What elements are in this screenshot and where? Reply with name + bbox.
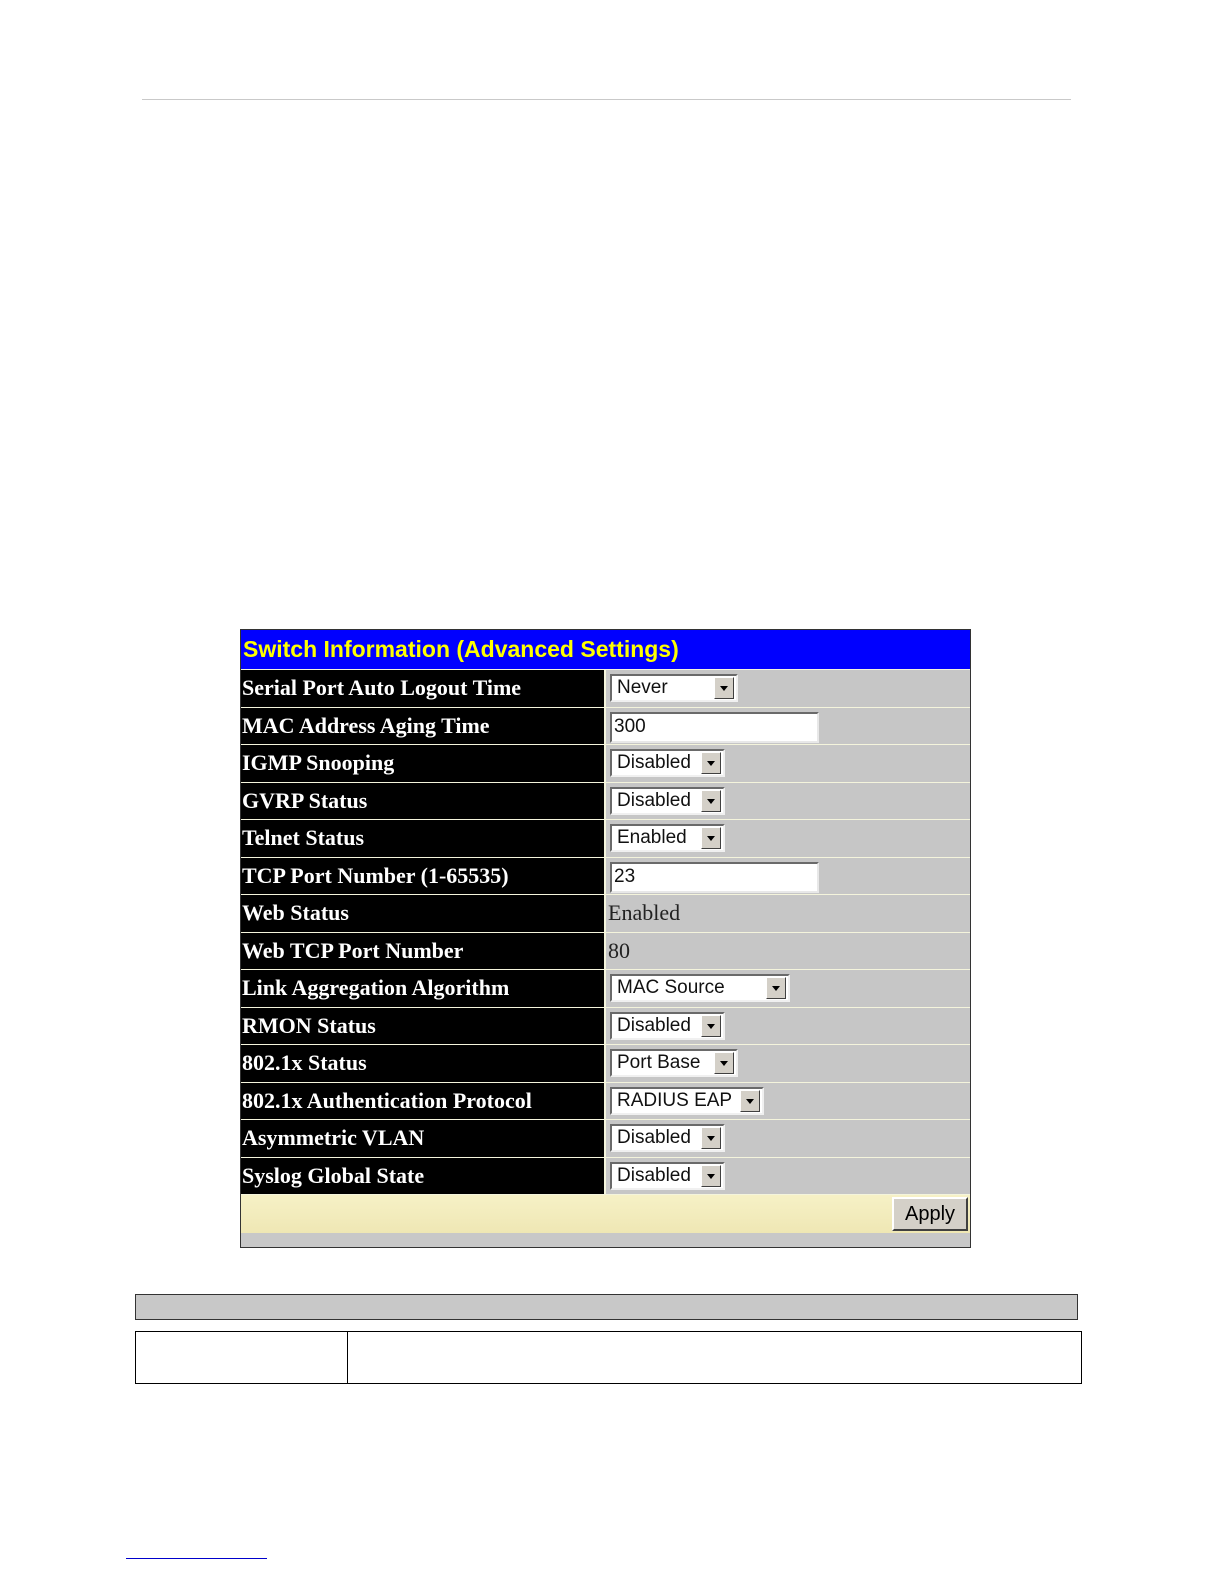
setting-label: TCP Port Number (1-65535) [241,858,605,895]
setting-label: RMON Status [241,1008,605,1045]
setting-row-syslog-global-state [241,1157,970,1195]
select-value: Disabled [617,1164,691,1186]
setting-value-cell [604,895,970,932]
setting-value-cell [604,970,970,1007]
setting-label: Syslog Global State [241,1158,605,1195]
chevron-down-icon[interactable] [701,1127,721,1149]
setting-label: IGMP Snooping [241,745,605,782]
setting-label: Link Aggregation Algorithm [241,970,605,1007]
setting-value-cell [604,783,970,820]
setting-value-cell [604,820,970,857]
select-value: Disabled [617,1014,691,1036]
chevron-down-icon[interactable] [701,827,721,849]
setting-value-cell [604,1158,970,1195]
setting-row-link-aggregation [241,969,970,1007]
select-value: Disabled [617,789,691,811]
gvrp-status-select[interactable] [610,787,725,815]
select-value: MAC Source [617,977,725,998]
syslog-global-state-select[interactable] [610,1162,725,1190]
panel-footer [241,1194,970,1233]
setting-label: 802.1x Status [241,1045,605,1082]
igmp-snooping-select[interactable] [610,749,725,777]
web-status-value: Enabled [608,900,681,925]
telnet-status-select[interactable] [610,824,725,852]
chevron-down-icon[interactable] [766,977,786,999]
select-value: RADIUS EAP [617,1089,733,1111]
setting-row-gvrp-status [241,782,970,820]
serial-port-logout-select[interactable] [610,674,738,702]
chevron-down-icon[interactable] [701,1015,721,1037]
setting-value-cell [604,858,970,895]
select-value: Never [617,677,668,698]
setting-value-cell [604,708,970,745]
setting-value-cell [604,670,970,707]
setting-value-cell [604,1045,970,1082]
setting-label: Asymmetric VLAN [241,1120,605,1157]
setting-value-cell [604,1120,970,1157]
setting-label: Serial Port Auto Logout Time [241,670,605,707]
setting-row-rmon-status [241,1007,970,1045]
setting-row-igmp-snooping [241,744,970,782]
setting-row-8021x-auth-protocol [241,1082,970,1120]
8021x-auth-protocol-select[interactable] [610,1087,764,1115]
select-value: Enabled [617,827,687,848]
mac-aging-time-input[interactable] [610,712,819,743]
input-value: 300 [614,715,646,737]
asymmetric-vlan-select[interactable] [610,1124,725,1152]
link-aggregation-algorithm-select[interactable] [610,974,790,1002]
setting-row-mac-aging [241,707,970,745]
setting-value-cell [604,1008,970,1045]
chevron-down-icon[interactable] [701,1165,721,1187]
setting-row-web-status [241,894,970,932]
setting-label: GVRP Status [241,783,605,820]
setting-label: Telnet Status [241,820,605,857]
8021x-status-select[interactable] [610,1049,738,1077]
setting-label: 802.1x Authentication Protocol [241,1083,605,1120]
chevron-down-icon[interactable] [701,752,721,774]
tcp-port-number-input[interactable] [610,862,819,893]
input-value: 23 [614,865,636,887]
setting-row-tcp-port [241,857,970,895]
footer-link-underline [126,1558,267,1559]
setting-row-serial-port-logout [241,669,970,707]
select-value: Disabled [617,752,691,773]
setting-row-telnet-status [241,819,970,857]
setting-row-asymmetric-vlan [241,1119,970,1157]
web-tcp-port-value: 80 [608,937,630,963]
header-rule [142,99,1071,100]
chevron-down-icon[interactable] [714,1052,734,1074]
panel-title: Switch Information (Advanced Settings) [241,630,970,669]
chevron-down-icon[interactable] [714,677,734,699]
apply-button[interactable]: Apply [892,1197,968,1231]
setting-value-cell [604,745,970,782]
select-value: Port Base [617,1052,701,1073]
table-header-bar [135,1294,1078,1320]
setting-row-8021x-status [241,1044,970,1082]
setting-value-cell [604,933,970,970]
rmon-status-select[interactable] [610,1012,725,1040]
setting-row-web-tcp-port [241,932,970,970]
setting-value-cell [604,1083,970,1120]
description-table [135,1331,1082,1384]
chevron-down-icon[interactable] [740,1090,760,1112]
column-divider [347,1332,348,1383]
setting-label: MAC Address Aging Time [241,708,605,745]
chevron-down-icon[interactable] [701,790,721,812]
setting-label: Web Status [241,895,605,932]
advanced-settings-panel [240,629,971,1248]
setting-label: Web TCP Port Number [241,933,605,970]
select-value: Disabled [617,1127,691,1148]
